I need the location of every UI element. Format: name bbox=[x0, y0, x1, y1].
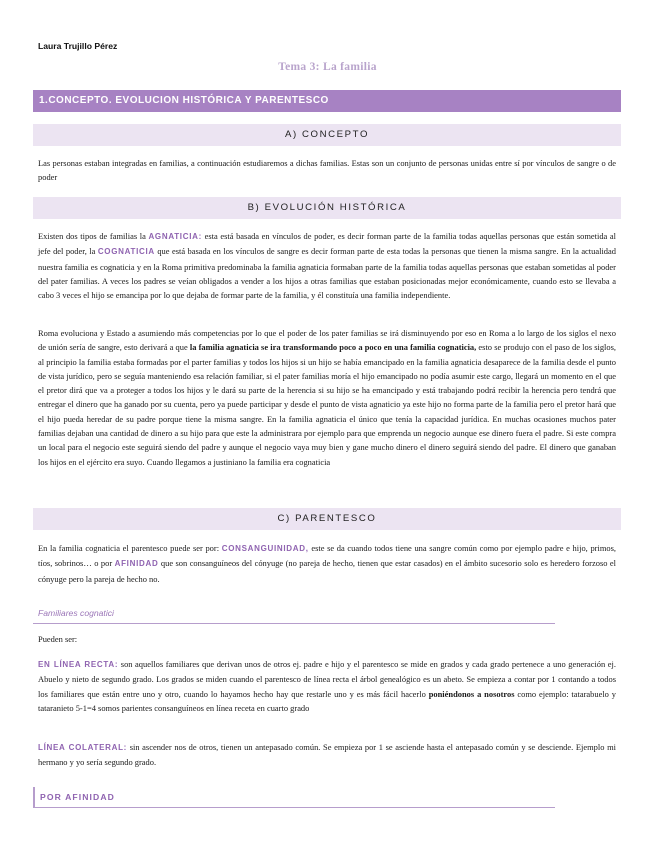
text-run: son aquellos familiares que derivan unos de otros ej. padre e hijo y el parentesco se mide en grados y cada grado pertenece a uno generación ej. Abuelo y nieto de segundo grado. Los grados se miden cuando el parentesco de línea recta el árbol genealógico es un abeto. Se empieza a contar por 1 contando a todos los familiares que están entre uno y otro, cuando lo hayamos hecho hay que restarle uno y es más fácil hacerlo bbox=[38, 659, 616, 699]
text-run: que son consanguíneos del cónyuge (no pareja de hecho, tienen que estar casados) en el ámbito sucesorio solo es heredero forzoso el cónyuge pero la pareja de hecho no. bbox=[38, 558, 616, 584]
text-run: sin ascender nos de otros, tienen un antepasado común. Se empieza por 1 se asciende hasta el antepasado común y se desciende. Ejemplo mi hermano y yo sería segundo grado. bbox=[38, 742, 616, 768]
text-run: En la familia cognaticia el parentesco puede ser por: bbox=[38, 543, 222, 553]
term-linea-colateral: LÍNEA COLATERAL: bbox=[38, 743, 128, 752]
heading-familiares-cognatici: Familiares cognatici bbox=[33, 603, 555, 624]
text-run: esta está basada en vínculos de poder, es decir forman parte de la familia todas aquellas personas que están sometida al jefe del poder, la bbox=[38, 231, 616, 257]
section-heading-concepto-evolucion: 1.CONCEPTO. EVOLUCION HISTÓRICA Y PARENTESCO bbox=[33, 90, 621, 112]
text-run: esto se produjo con el paso de los siglos, al principio la familia estaba formadas por el parter familias y todos los hijos si un hijo se había emancipado en la familia agnaticia desaparece de la familia desde el punto de vista jurídico, pero se seguía manteniendo esa relación familiar, si el pater familias moría el hijo emancipado no podía asumir este cargo, llegará un momento en el que el pretor dirá que va a proteger a todos los hijos y le dará su parte de la herencia si su hijo se ha emancipado y está trabajando podrá recibir la herencia pero tendrá que entregar el dinero que ha ganado por su cuenta, pero ya puede participar y desde el punto de vista agnaticio ya este hijo no forma parte de la familia pero el pretor hará que el hijo pueda heredar de su padre porque tiene la misma sangre. En la familia agnaticia el único que tenía la capacidad jurídica. En muchas ocasiones muchos pater familias dejaban una cantidad de dinero a su hijo para que este la administrara por ejemplo para que emprenda un negocio aunque ese dinero fuera el padre. Si este compra un local para el negocio este seguirá siendo del padre y aunque el negocio vaya muy bien y gane mucho dinero el dinero seguirá siendo del padre. El dinero que ganaban los hijos en el ejército era suyo. Cuando llegamos a justiniano la familia era cognaticia bbox=[38, 342, 616, 467]
paragraph-linea-recta bbox=[38, 657, 616, 715]
term-cognaticia: COGNATICIA bbox=[97, 247, 155, 257]
text-run: Existen dos tipos de familias la bbox=[38, 231, 149, 241]
paragraph-evolucion-2 bbox=[38, 326, 616, 469]
subheading-concepto: A) CONCEPTO bbox=[33, 124, 621, 146]
term-agnaticia: AGNATICIA: bbox=[148, 232, 202, 241]
paragraph-parentesco bbox=[38, 541, 616, 586]
text-run: que está basada en los vínculos de sangre es decir forman parte de esta todas la personas que tienen la misma sangre. En la actualidad nuestra familia es cognaticia y en la Roma primitiva predominaba la familia agnaticia formaban parte de la familia todas aquellas personas que estaban sometidas al poder del pater familias. A veces los padres se veían obligados a vender a los hijos a otras familias que estaban posicionadas mejor económicamente, cuando esto se llevaba a cabo 3 veces el hijo se emancipa por lo que dejaba de formar parte de la familia, y él constituía una familia independiente. bbox=[38, 246, 616, 301]
term-afinidad: AFINIDAD bbox=[114, 559, 159, 569]
paragraph-pueden-ser: Pueden ser: bbox=[38, 634, 78, 644]
author-name: Laura Trujillo Pérez bbox=[38, 41, 118, 51]
paragraph-linea-colateral bbox=[38, 740, 616, 770]
bold-phrase: poniéndonos a nosotros bbox=[428, 688, 515, 699]
bold-phrase: la familia agnaticia se ira transformando poco a poco en una familia cognaticia, bbox=[189, 342, 477, 353]
document-title: Tema 3: La familia bbox=[278, 61, 377, 73]
subheading-evolucion: B) EVOLUCIÓN HISTÓRICA bbox=[33, 197, 621, 219]
heading-por-afinidad: POR AFINIDAD bbox=[33, 787, 555, 808]
text-run: este se da cuando todos tiene una sangre común como por ejemplo padre e hijo, primos, tíos, sobrinos… o por bbox=[38, 543, 617, 569]
paragraph-concepto: Las personas estaban integradas en familias, a continuación estudiaremos a dichas familias. Estas son un conjunto de personas unidas entre sí por vínculos de sangre o de poder bbox=[38, 158, 616, 183]
term-consanguinidad: CONSANGUINIDAD, bbox=[221, 544, 309, 553]
subheading-parentesco: C) PARENTESCO bbox=[33, 508, 621, 530]
paragraph-evolucion-1 bbox=[38, 229, 616, 302]
text-run: Roma evoluciona y Estado a asumiendo más competencias por lo que el poder de los pater familias se irá disminuyendo por eso en Roma a lo largo de los siglos el nexo de unión sería de sangre, esto derivará a que bbox=[38, 328, 616, 353]
text-run: como ejemplo: tatarabuelo y tataranieto 5-1=4 somos parientes consanguíneos en línea receta en cuarto grado bbox=[38, 688, 617, 713]
term-linea-recta: EN LÍNEA RECTA: bbox=[38, 660, 119, 669]
